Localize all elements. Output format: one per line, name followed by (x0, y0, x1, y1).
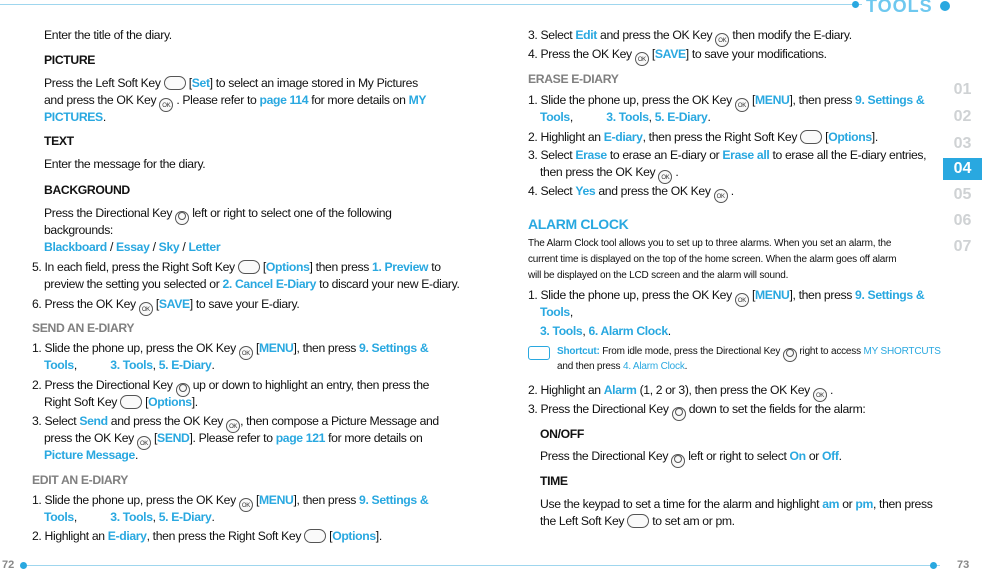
ok-key-icon: OK (658, 170, 672, 184)
directional-key-icon (783, 348, 797, 362)
alarm-intro-line-2: current time is displayed on the top of the home screen. When the alarm goes off alarm (528, 254, 897, 265)
top-dot-left (852, 1, 859, 8)
ok-key-icon: OK (226, 419, 240, 433)
ok-key-icon: OK (715, 33, 729, 47)
step5-line-2: preview the setting you selected or 2. Cancel E-Diary to discard your new E-diary. (44, 277, 460, 291)
shortcut-icon (528, 346, 550, 360)
time-line-1: Use the keypad to set a time for the alarm and highlight am or pm, then press (540, 497, 933, 511)
ok-key-icon: OK (714, 189, 728, 203)
bottom-rule (24, 565, 940, 566)
step5-line-1: 5. In each field, press the Right Soft Key [Options] then press 1. Preview to (32, 260, 441, 274)
picture-line-1: Press the Left Soft Key [Set] to select an image stored in My Pictures (44, 76, 418, 90)
text-heading: TEXT (44, 134, 74, 148)
erase-step2-line: 2. Highlight an E-diary, then press the Right Soft Key [Options]. (528, 130, 878, 144)
time-heading: TIME (540, 474, 568, 488)
left-soft-key-icon (627, 514, 649, 528)
send-step3-line-3: Picture Message. (44, 448, 138, 462)
erase-heading: ERASE E-DIARY (528, 72, 619, 86)
right-soft-key-icon (238, 260, 260, 274)
edit-heading: EDIT AN E-DIARY (32, 473, 129, 487)
ok-key-icon: OK (813, 388, 827, 402)
section-header: TOOLS (866, 0, 933, 16)
send-step1-line-2: Tools, 3. Tools, 5. E-Diary. (44, 358, 215, 372)
picture-heading: PICTURE (44, 53, 96, 67)
intro-text: Enter the title of the diary. (44, 28, 172, 42)
edit-step1-line-1: 1. Slide the phone up, press the OK Key OK [MENU], then press 9. Settings & (32, 492, 428, 512)
shortcut-line-1: Shortcut: From idle mode, press the Directional Key right to access MY SHORTCUTS (557, 345, 941, 362)
chapter-tab-03[interactable]: 03 (953, 135, 972, 152)
ok-key-icon: OK (239, 346, 253, 360)
edit-step2-line: 2. Highlight an E-diary, then press the Right Soft Key [Options]. (32, 529, 382, 543)
left-soft-key-icon (164, 76, 186, 90)
alarm-step1-line-2: Tools, (540, 305, 573, 319)
chapter-tab-04-active[interactable]: 04 (943, 158, 982, 180)
right-soft-key-icon (120, 395, 142, 409)
send-step3-line-1: 3. Select Send and press the OK Key OK , then compose a Picture Message and (32, 413, 439, 433)
alarm-intro-line-3: will be displayed on the LCD screen and the alarm will sound. (528, 270, 789, 281)
chapter-tab-02[interactable]: 02 (953, 108, 972, 125)
right-soft-key-icon (800, 130, 822, 144)
edit-step1-line-2: Tools, 3. Tools, 5. E-Diary. (44, 510, 215, 524)
background-line-1: Press the Directional Key left or right to select one of the following (44, 205, 392, 225)
alarm-step3-line: 3. Press the Directional Key down to set the fields for the alarm: (528, 401, 865, 421)
time-line-2: the Left Soft Key to set am or pm. (540, 514, 735, 528)
background-options: Blackboard / Essay / Sky / Letter (44, 240, 221, 254)
erase-step1-line-2: Tools, 3. Tools, 5. E-Diary. (540, 110, 711, 124)
alarm-step1-line-1: 1. Slide the phone up, press the OK Key OK [MENU], then press 9. Settings & (528, 287, 924, 307)
alarm-clock-heading: ALARM CLOCK (528, 216, 629, 232)
onoff-line: Press the Directional Key left or right to select On or Off. (540, 448, 842, 468)
text-body: Enter the message for the diary. (44, 157, 206, 171)
onoff-heading: ON/OFF (540, 427, 584, 441)
alarm-intro-line-1: The Alarm Clock tool allows you to set up to three alarms. When you set an alarm, the (528, 238, 892, 249)
send-step2-line-1: 2. Press the Directional Key up or down to highlight an entry, then press the (32, 377, 429, 397)
erase-step3-line-2: then press the OK Key OK . (540, 164, 678, 184)
ok-key-icon: OK (137, 436, 151, 450)
directional-key-icon (672, 407, 686, 421)
shortcut-line-2: and then press 4. Alarm Clock. (557, 361, 688, 372)
right-soft-key-icon (304, 529, 326, 543)
picture-line-2: and press the OK Key OK . Please refer to page 114 for more details on MY (44, 92, 426, 112)
picture-line-3: PICTURES. (44, 110, 106, 124)
alarm-step2-line: 2. Highlight an Alarm (1, 2 or 3), then press the OK Key OK . (528, 382, 833, 402)
ok-key-icon: OK (139, 302, 153, 316)
send-step2-line-2: Right Soft Key [Options]. (44, 395, 198, 409)
ok-key-icon: OK (159, 98, 173, 112)
ok-key-icon: OK (735, 98, 749, 112)
send-heading: SEND AN E-DIARY (32, 321, 135, 335)
step6-line: 6. Press the OK Key OK [SAVE] to save your E-diary. (32, 296, 299, 316)
bottom-dot-right (930, 562, 937, 569)
ok-key-icon: OK (635, 52, 649, 66)
background-heading: BACKGROUND (44, 183, 130, 197)
bottom-dot-left (20, 562, 27, 569)
directional-key-icon (175, 211, 189, 225)
send-step3-line-2: press the OK Key OK [SEND]. Please refer to page 121 for more details on (44, 430, 422, 450)
top-dot-right (940, 1, 950, 11)
top-rule (0, 4, 862, 5)
ok-key-icon: OK (735, 293, 749, 307)
erase-step3-line-1: 3. Select Erase to erase an E-diary or Erase all to erase all the E-diary entries, (528, 148, 927, 162)
background-line-2: backgrounds: (44, 223, 113, 237)
chapter-tab-01[interactable]: 01 (953, 81, 972, 98)
erase-step4-line: 4. Select Yes and press the OK Key OK . (528, 183, 734, 203)
chapter-tab-07[interactable]: 07 (953, 238, 972, 255)
right-page-number: 73 (957, 559, 970, 571)
ok-key-icon: OK (239, 498, 253, 512)
edit-step3-line: 3. Select Edit and press the OK Key OK then modify the E-diary. (528, 27, 852, 47)
send-step1-line-1: 1. Slide the phone up, press the OK Key OK [MENU], then press 9. Settings & (32, 340, 428, 360)
left-page-number: 72 (2, 559, 15, 571)
alarm-step1-line-3: 3. Tools, 6. Alarm Clock. (540, 324, 671, 338)
directional-key-icon (671, 454, 685, 468)
erase-step1-line-1: 1. Slide the phone up, press the OK Key OK [MENU], then press 9. Settings & (528, 92, 924, 112)
chapter-tab-05[interactable]: 05 (953, 186, 972, 203)
chapter-tab-06[interactable]: 06 (953, 212, 972, 229)
edit-step4-line: 4. Press the OK Key OK [SAVE] to save your modifications. (528, 46, 827, 66)
